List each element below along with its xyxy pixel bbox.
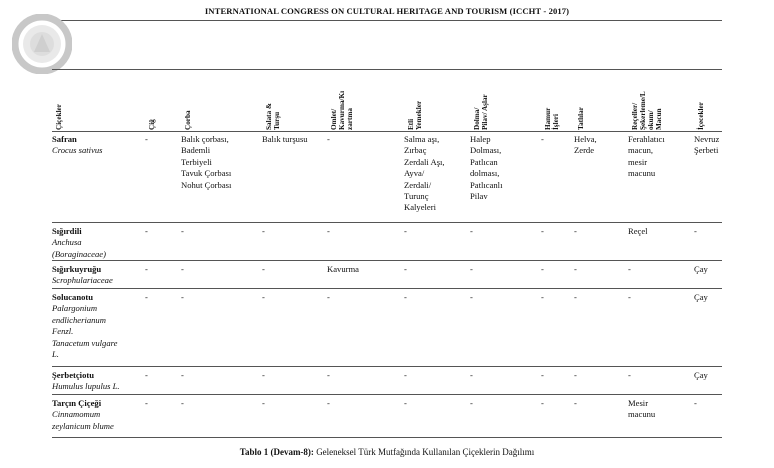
flower-name: Sığırkuyruğu: [52, 264, 102, 274]
table-cell: -: [404, 226, 407, 236]
flower-name: Safran: [52, 134, 77, 144]
table-cell: -: [694, 226, 697, 236]
table-cell: -: [181, 264, 184, 274]
table-cell: -: [574, 398, 577, 408]
table-cell: -: [694, 398, 697, 408]
caption-label: Tablo 1 (Devam-8):: [239, 447, 314, 457]
table-cell: -: [541, 264, 544, 274]
table-cell: -: [628, 370, 631, 380]
table-cell: -: [181, 370, 184, 380]
flower-latin-name: Cinnamomum zeylanicum blume: [52, 409, 114, 431]
flower-latin-name: Humulus lupulus L.: [52, 381, 120, 392]
table-cell: Çay: [694, 292, 708, 302]
page-header: INTERNATIONAL CONGRESS ON CULTURAL HERITAGE AND TOURISM (ICCHT - 2017): [204, 6, 570, 16]
table-cell: -: [262, 226, 265, 236]
column-header: Reçeller/ Şekerleme/L okum/ Macun: [631, 91, 663, 130]
table-cell: -: [145, 292, 148, 302]
table-cell: -: [470, 398, 473, 408]
table-cell: -: [541, 398, 544, 408]
table-cell: -: [181, 292, 184, 302]
column-header: Hamur İşleri: [544, 107, 560, 130]
table-cell: Nevruz Şerbeti: [694, 134, 720, 156]
table-cell: -: [145, 226, 148, 236]
table-cell: -: [327, 134, 330, 144]
column-header: Etli Yemekler: [407, 100, 423, 130]
flower-latin-name: Crocus sativus: [52, 145, 103, 156]
column-header: Çiçekler: [55, 104, 63, 130]
table-cell: -: [541, 226, 544, 236]
table-cell: Salma aşı, Zırbaç Zerdali Aşı, Ayva/ Zerdali/ Turunç Kalyeleri: [404, 134, 445, 213]
flower-latin-name: Anchusa (Boraginaceae): [52, 237, 106, 259]
table-cell: -: [262, 398, 265, 408]
table-cell: Kavurma: [327, 264, 359, 274]
table-cell: -: [574, 264, 577, 274]
flower-latin-name: Palargonium endlicherianum Fenzl. Tanacetum vulgare L.: [52, 303, 118, 360]
table-cell: -: [541, 134, 544, 144]
table-cell: -: [404, 370, 407, 380]
header-rule: [52, 20, 722, 21]
table-cell: Helva, Zerde: [574, 134, 597, 156]
table-cell: Balık çorbası, Bademli Terbiyeli Tavuk Çorbası Nohut Çorbası: [181, 134, 232, 190]
congress-logo-icon: [12, 14, 72, 74]
table-cell: Çay: [694, 370, 708, 380]
flower-name: Solucanotu: [52, 292, 94, 302]
table-cell: -: [470, 264, 473, 274]
table-header-rule: [52, 131, 722, 132]
table-cell: -: [470, 370, 473, 380]
column-header: Çorba: [184, 110, 192, 130]
row-divider: [52, 260, 722, 261]
flower-latin-name: Scrophulariaceae: [52, 275, 113, 286]
table-cell: Balık turşusu: [262, 134, 308, 144]
table-cell: -: [470, 226, 473, 236]
column-header: Çiğ: [148, 119, 156, 130]
table-cell: -: [628, 264, 631, 274]
table-cell: -: [327, 292, 330, 302]
column-header: Tatlılar: [577, 107, 585, 130]
flower-name: Tarçın Çiçeği: [52, 398, 102, 408]
table-cell: Reçel: [628, 226, 648, 236]
table-cell: -: [574, 292, 577, 302]
table-cell: Mesir macunu: [628, 398, 656, 420]
row-divider: [52, 366, 722, 367]
row-divider: [52, 288, 722, 289]
table-cell: -: [262, 370, 265, 380]
table-cell: Halep Dolması, Patlıcan dolması, Patlıcanlı Pilav: [470, 134, 503, 202]
table-cell: -: [262, 292, 265, 302]
table-cell: -: [145, 370, 148, 380]
table-cell: Çay: [694, 264, 708, 274]
table-cell: -: [145, 264, 148, 274]
table-cell: -: [327, 370, 330, 380]
table-cell: -: [404, 264, 407, 274]
table-cell: -: [404, 398, 407, 408]
table-cell: -: [574, 226, 577, 236]
row-divider: [52, 222, 722, 223]
column-header: Salata & Turşu: [265, 103, 281, 130]
table-cell: -: [470, 292, 473, 302]
table-cell: -: [541, 370, 544, 380]
table-cell: -: [145, 134, 148, 144]
table-cell: -: [541, 292, 544, 302]
table-cell: -: [628, 292, 631, 302]
flower-name: Şerbetçiotu: [52, 370, 95, 380]
flower-name: Sığırdili: [52, 226, 82, 236]
table-caption: [0, 447, 774, 457]
table-cell: -: [327, 226, 330, 236]
table-top-rule: [52, 69, 722, 70]
table-cell: -: [145, 398, 148, 408]
table-cell: -: [327, 398, 330, 408]
column-header: İçecekler: [697, 102, 705, 130]
table-cell: -: [404, 292, 407, 302]
table-cell: -: [574, 370, 577, 380]
table-cell: -: [181, 398, 184, 408]
row-divider: [52, 394, 722, 395]
caption-text: Geleneksel Türk Mutfağında Kullanılan Çiçeklerin Dağılımı: [313, 447, 535, 457]
row-divider: [52, 437, 722, 438]
table-cell: -: [262, 264, 265, 274]
table-cell: -: [181, 226, 184, 236]
column-header: Dolma/ Pilav/ Aşlar: [473, 94, 489, 130]
table-cell: Ferahlatıcı macun, mesir macunu: [628, 134, 665, 179]
column-header: Omlet/ Kavurma/Kı zartma: [330, 90, 354, 130]
